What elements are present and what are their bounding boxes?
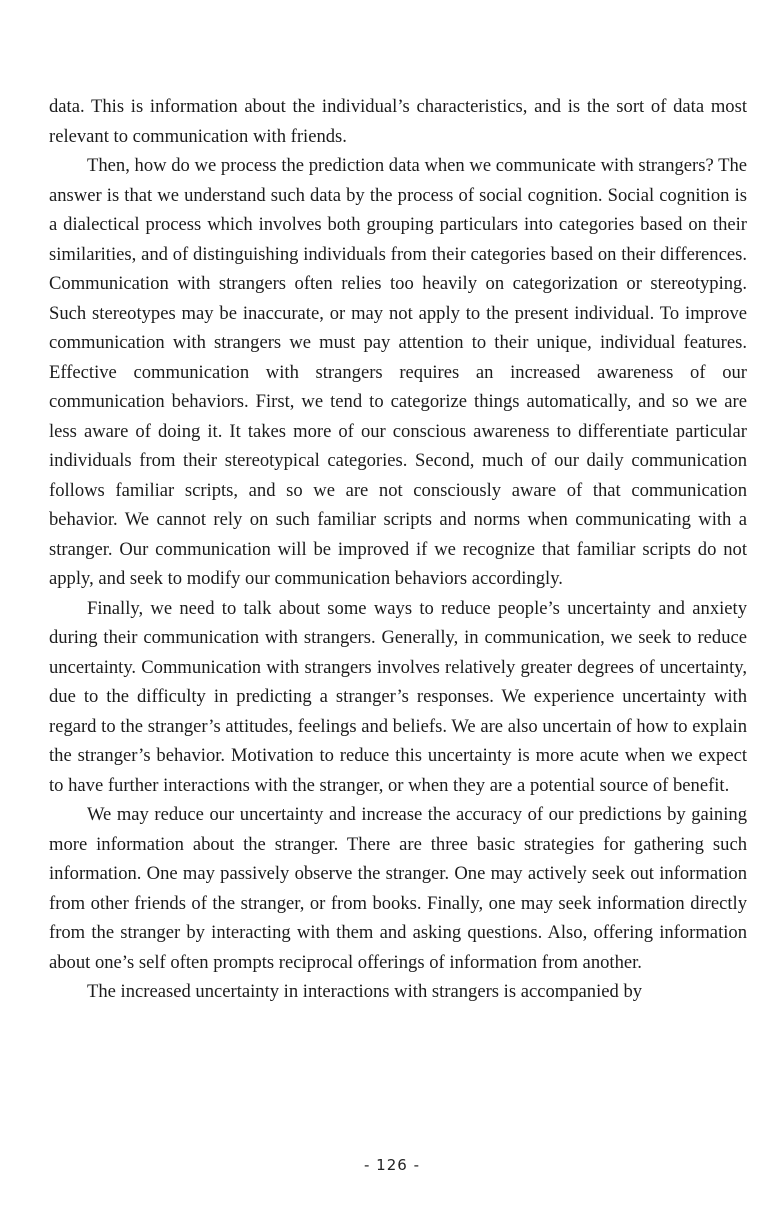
page-number: - 126 -	[364, 1156, 420, 1174]
paragraph-social-cognition: Then, how do we process the prediction data when we communicate with strangers? The answer is that we understand such data by the process of social cognition. Social cognition is a dialectical process which involves both grouping particulars into categories based on their similarities, and of distinguishing individuals from their categories based on their differences. Communication with strangers often relies too heavily on categorization or stereotyping. Such stereotypes may be inaccurate, or may not apply to the present individual. To improve communication with strangers we must pay attention to their unique, individual features. Effective communication with strangers requires an increased awareness of our communication behaviors. First, we tend to categorize things automatically, and so we are less aware of doing it. It takes more of our conscious awareness to differentiate particular individuals from their stereotypical categories. Second, much of our daily communication follows familiar scripts, and so we are not consciously aware of that communication behavior. We cannot rely on such familiar scripts and norms when communicating with a stranger. Our communication will be improved if we recognize that familiar scripts do not apply, and seek to modify our communication behaviors accordingly.	[49, 155, 747, 589]
paragraph-final: The increased uncertainty in interactions with strangers is accompanied by	[87, 981, 643, 1002]
paragraph-continuation: data. This is information about the individual’s characteristics, and is the sort of data most relevant to communication with friends.	[49, 96, 747, 147]
paragraph-uncertainty: Finally, we need to talk about some ways to reduce people’s uncertainty and anxiety during their communication with strangers. Generally, in communication, we seek to reduce uncertainty. Communication with strangers involves relatively greater degrees of uncertainty, due to the difficulty in predicting a stranger’s responses. We experience uncertainty with regard to the stranger’s attitudes, feelings and beliefs. We are also uncertain of how to explain the stranger’s behavior. Motivation to reduce this uncertainty is more acute when we expect to have further interactions with the stranger, or when they are a potential source of benefit.	[49, 597, 747, 796]
paragraph-information-strategies: We may reduce our uncertainty and increase the accuracy of our predictions by gaining more information about the stranger. There are three basic strategies for gathering such information. One may passively observe the stranger. One may actively seek out information from other friends of the stranger, or from books. Finally, one may seek information directly from the stranger by interacting with them and asking questions. Also, offering information about one’s self often prompts reciprocal offerings of information from another.	[49, 804, 747, 973]
page-body	[49, 92, 747, 1007]
